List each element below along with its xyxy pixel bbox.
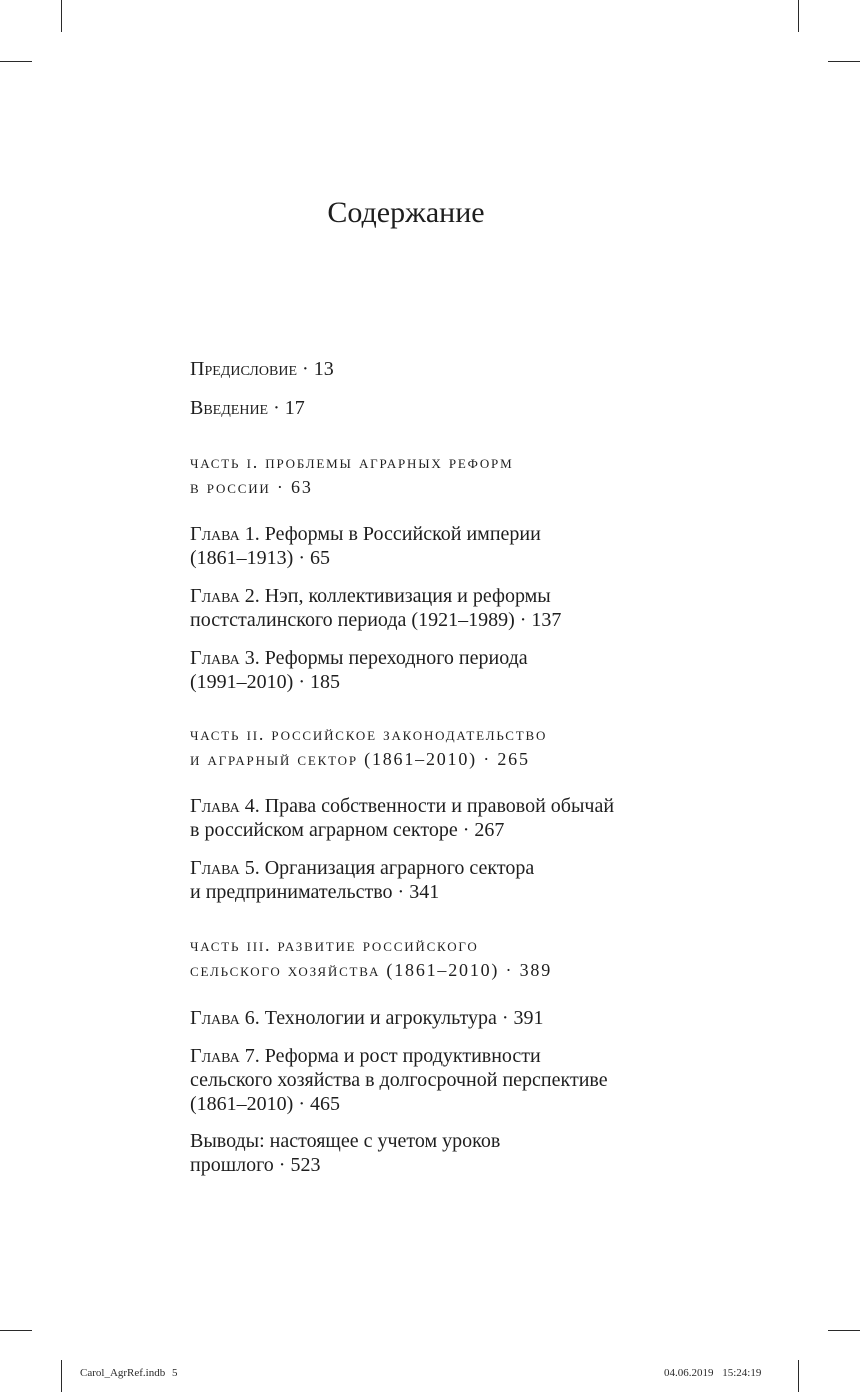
intro-page: · 17 bbox=[273, 397, 305, 419]
crop-mark-bottom-right bbox=[798, 1360, 799, 1392]
crop-mark-top-left-h bbox=[0, 61, 32, 62]
preface-title: Предисловие bbox=[190, 358, 298, 380]
crop-mark-top-right bbox=[798, 0, 799, 32]
part-1-line-1: часть i. проблемы аграрных реформ bbox=[190, 452, 514, 472]
chapter-5-line-1: Организация аграрного сектора bbox=[264, 857, 535, 879]
toc-chapter-6[interactable] bbox=[190, 1006, 544, 1030]
crop-mark-top-left bbox=[61, 0, 62, 32]
intro-title: Введение bbox=[190, 397, 269, 419]
crop-mark-bottom-left bbox=[61, 1360, 62, 1392]
toc-chapter-7[interactable] bbox=[190, 1044, 608, 1116]
chapter-4-line-2: в российском аграрном секторе · 267 bbox=[190, 819, 505, 841]
chapter-4-label: Глава 4. bbox=[190, 795, 260, 817]
footer-file-info bbox=[80, 1367, 177, 1379]
chapter-5-line-2: и предпринимательство · 341 bbox=[190, 881, 440, 903]
footer-sheet-number: 5 bbox=[171, 1367, 178, 1379]
toc-part-2[interactable] bbox=[190, 722, 547, 772]
part-3-line-2: сельского хозяйства (1861–2010) · 389 bbox=[190, 960, 553, 980]
chapter-3-line-1: Реформы переходного периода bbox=[264, 647, 528, 669]
footer-date: 04.06.2019 bbox=[664, 1367, 714, 1379]
part-2-line-2: и аграрный сектор (1861–2010) · 265 bbox=[190, 749, 530, 769]
toc-conclusions[interactable] bbox=[190, 1129, 500, 1177]
conclusions-line-1: Выводы: настоящее с учетом уроков bbox=[190, 1130, 501, 1152]
preface-page: · 13 bbox=[302, 358, 334, 380]
chapter-1-line-1: Реформы в Российской империи bbox=[264, 523, 541, 545]
chapter-1-line-2: (1861–1913) · 65 bbox=[190, 547, 330, 569]
toc-chapter-4[interactable] bbox=[190, 794, 614, 842]
footer-timestamp bbox=[664, 1367, 761, 1379]
page-title: Содержание bbox=[327, 196, 485, 229]
chapter-2-label: Глава 2. bbox=[190, 585, 260, 607]
crop-mark-bottom-left-h bbox=[0, 1330, 32, 1331]
toc-entry-intro[interactable] bbox=[190, 396, 305, 420]
crop-mark-top-right-h bbox=[828, 61, 860, 62]
part-3-line-1: часть iii. развитие российского bbox=[190, 935, 479, 955]
toc-chapter-1[interactable] bbox=[190, 522, 541, 570]
conclusions-line-2: прошлого · 523 bbox=[190, 1154, 321, 1176]
chapter-6-label: Глава 6. bbox=[190, 1007, 260, 1029]
chapter-2-line-1: Нэп, коллективизация и реформы bbox=[264, 585, 551, 607]
chapter-6-line-1: Технологии и агрокультура · 391 bbox=[264, 1007, 544, 1029]
part-2-line-1: часть ii. российское законодательство bbox=[190, 724, 548, 744]
part-1-line-2: в россии · 63 bbox=[190, 477, 313, 497]
chapter-2-line-2: постсталинского периода (1921–1989) · 137 bbox=[190, 609, 562, 631]
toc-part-1[interactable] bbox=[190, 450, 513, 500]
chapter-3-label: Глава 3. bbox=[190, 647, 260, 669]
toc-entry-preface[interactable] bbox=[190, 357, 334, 381]
footer-filename: Carol_AgrRef.indb bbox=[80, 1367, 166, 1379]
chapter-4-line-1: Права собственности и правовой обычай bbox=[264, 795, 615, 817]
toc-chapter-3[interactable] bbox=[190, 646, 528, 694]
toc-chapter-2[interactable] bbox=[190, 584, 561, 632]
chapter-7-line-2: сельского хозяйства в долгосрочной перспективе bbox=[190, 1069, 608, 1091]
chapter-7-line-1: Реформа и рост продуктивности bbox=[264, 1045, 541, 1067]
chapter-5-label: Глава 5. bbox=[190, 857, 260, 879]
chapter-7-label: Глава 7. bbox=[190, 1045, 260, 1067]
chapter-1-label: Глава 1. bbox=[190, 523, 260, 545]
chapter-7-line-3: (1861–2010) · 465 bbox=[190, 1093, 340, 1115]
chapter-3-line-2: (1991–2010) · 185 bbox=[190, 671, 340, 693]
crop-mark-bottom-right-h bbox=[828, 1330, 860, 1331]
footer-time: 15:24:19 bbox=[722, 1367, 762, 1379]
toc-chapter-5[interactable] bbox=[190, 856, 534, 904]
toc-part-3[interactable] bbox=[190, 933, 552, 983]
